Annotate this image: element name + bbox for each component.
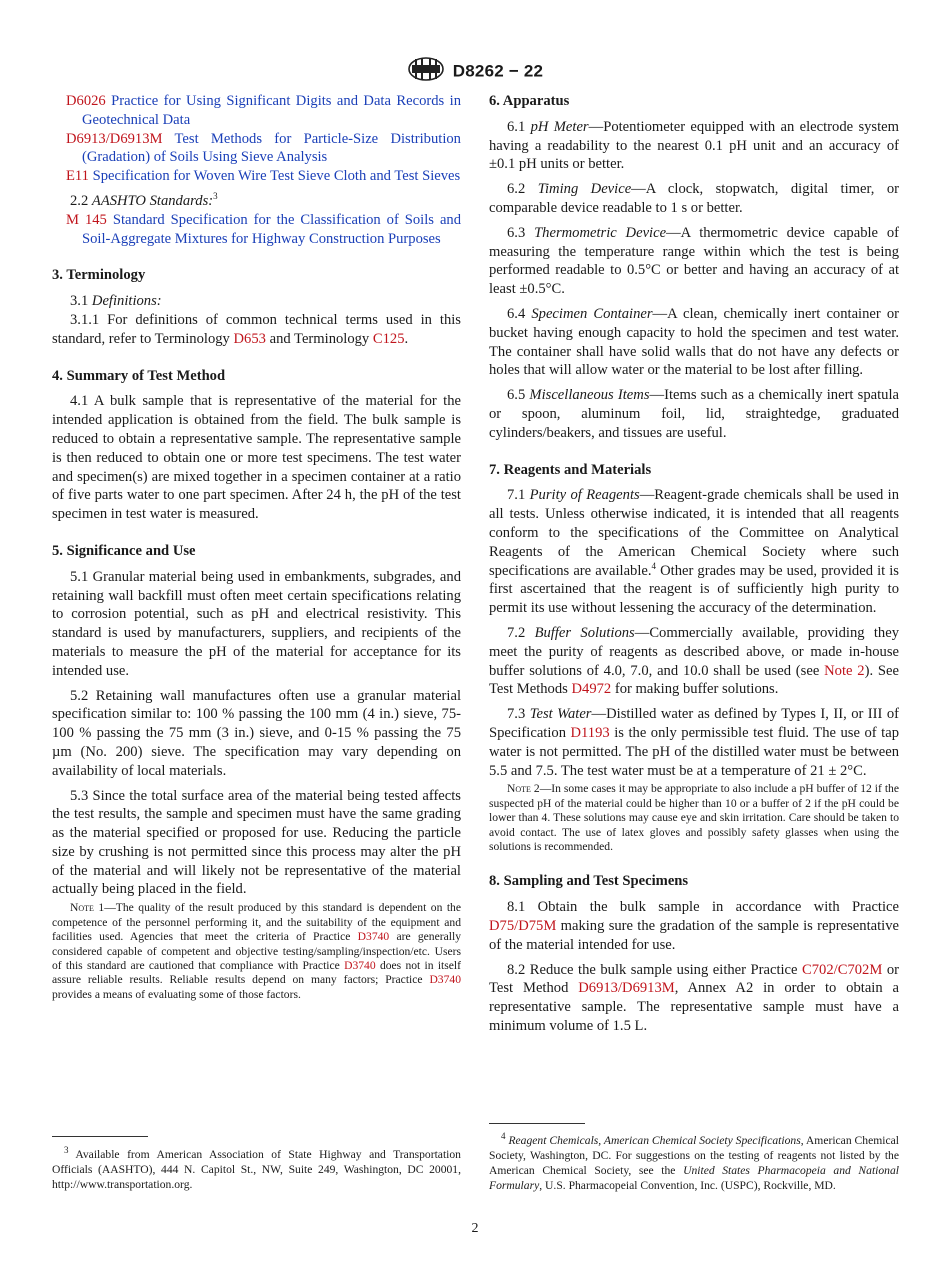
link-d1193[interactable]: D1193	[570, 724, 610, 741]
reference-d6026	[52, 92, 461, 130]
section-7-3: 7.3 Test Water—Distilled water as defined by Types I, II, or III of Specification D1193 is the only permissible test fluid. The use of tap water is not permitted. The pH of the distilled water must be between 5.5 and 7.5. The test water must be at a temperature of 21 ± 2°C.	[489, 706, 899, 779]
section-6-4: 6.4 Specimen Container—A clean, chemically inert container or bucket having enough capacity to hold the specimen and test water. The container shall have solid walls that do not have any defects or holes that will allow water or the material to be lost after filling.	[489, 305, 899, 379]
footnote-ref-3[interactable]: 3	[213, 191, 218, 202]
footnote-ref-4[interactable]: 4	[651, 560, 657, 571]
link-d3740[interactable]: D3740	[344, 958, 376, 972]
ref-title[interactable]: Specification for Woven Wire Test Sieve Cloth and Test Sieves	[92, 168, 461, 185]
section-5-1: 5.1 Granular material being used in embankments, subgrades, and retaining wall backfill must often meet certain specifications relating to corrosion potential, such as pH and electrical resistivity. This standard is used by manufacturers, suppliers, and recipients of the materials to measure the pH of the material for acceptance for its intended use.	[52, 568, 461, 679]
section-2-2: 2.2 AASHTO Standards:$^3$	[70, 191, 218, 209]
link-d6913[interactable]: D6913/D6913M	[578, 980, 675, 997]
ref-title[interactable]: Test Methods for Particle-Size Distribution (Gradation) of Soils Using Sieve Analysis	[82, 130, 461, 166]
section-5-3: 5.3 Since the total surface area of the material being tested affects the test results, the sample and specimen must have the same grading as the material specified or proposed for use. Reducing the particle size by crushing is not permitted since this process may alter the pH of the material and will likely not be representative of the material actually being placed in the field.	[52, 787, 461, 898]
section-6-2: 6.2 Timing Device—A clock, stopwatch, digital timer, or comparable device readable to 1 s or better.	[489, 181, 899, 216]
link-d3740[interactable]: D3740	[429, 973, 461, 987]
section-7-1: 7.1 Purity of Reagents—Reagent-grade chemicals shall be used in all tests. Unless otherwise indicated, it is intended that all reagents conform to the specifications of the Committee on Analytical Reagents of the American Chemical Society where such specifications are available.$^4$ Other grades may be used, provided it is first ascertained that the reagent is of sufficiently high purity to permit its use without lessening the accuracy of the determination.	[489, 487, 899, 617]
footnote-divider	[489, 1123, 585, 1124]
section-3-1: 3.1 Definitions:	[70, 293, 162, 310]
section-6-5: 6.5 Miscellaneous Items—Items such as a chemically inert spatula or spoon, aluminum foil, lid, straightedge, graduated cylinders/beakers, and tissues are useful.	[489, 387, 899, 441]
link-c125[interactable]: C125	[372, 330, 405, 347]
ref-code[interactable]: E11	[66, 168, 89, 185]
link-d653[interactable]: D653	[233, 330, 266, 347]
section-3-1-1: 3.1.1 For definitions of common technical terms used in this standard, refer to Terminology D653 and Terminology C125.	[52, 311, 461, 347]
link-d3740[interactable]: D3740	[357, 930, 390, 944]
ref-code[interactable]: D6026	[66, 93, 106, 109]
left-column	[52, 92, 461, 1008]
section-7-heading: 7. Reagents and Materials	[489, 461, 652, 478]
ref-code[interactable]: M 145	[66, 211, 107, 228]
astm-logo-icon	[407, 56, 445, 87]
ref-code[interactable]: D6913/D6913M	[66, 130, 163, 147]
ref-title[interactable]: Practice for Using Significant Digits and Data Records in Geotechnical Data	[82, 93, 461, 128]
reference-e11	[52, 167, 461, 186]
section-4-1: 4.1 A bulk sample that is representative of the material for the intended application is obtained from the field. The bulk sample is reduced to obtain a representative sample. The representative sample is then reduced to obtain one or more test specimens. The test water and specimen(s) are mixed together in a specimen container at a ratio of five parts water to one part specimen. After 24 h, the pH of the test specimen in test water is measured.	[52, 393, 461, 523]
note-1: Note 1—The quality of the result produced by this standard is dependent on the competence of the personnel performing it, and the suitability of the equipment and facilities used. Agencies that meet the criteria of Practice D3740 are generally considered capable of competent and objective testing/sampling/inspection/etc. Users of this standard are cautioned that compliance with Practice D3740 does not in itself assure reliable results. Reliable results depend on many factors; Practice D3740 provides a means of evaluating some of those factors.	[52, 901, 462, 1001]
page-header	[0, 56, 950, 87]
footnote-4: $^4$ Reagent Chemicals, American Chemical Society Specifications, American Chemical Society, Washington, DC. For suggestions on the testing of reagents not listed by the American Chemical Society, see the United States Pharmacopeia and National Formulary, U.S. Pharmacopeial Convention, Inc. (USPC), Rockville, MD.	[489, 1131, 899, 1192]
link-note-2[interactable]: Note 2	[824, 662, 865, 679]
section-8-2: 8.2 Reduce the bulk sample using either Practice C702/C702M or Test Method D6913/D6913M, Annex A2 in order to obtain a representative sample. The representative sample must have a minimum volume of 1.5 L.	[489, 961, 899, 1034]
section-8-heading: 8. Sampling and Test Specimens	[489, 873, 689, 890]
footnote-3: $^3$ Available from American Association of State Highway and Transportation Officials (AASHTO), 444 N. Capitol St., NW, Suite 249, Washington, DC 20001, http://www.transportation.org.	[52, 1145, 461, 1191]
section-7-2: 7.2 Buffer Solutions—Commercially available, providing they meet the purity of reagents as described above, or made in-house buffer solutions of 4.0, 7.0, and 10.0 shall be used (see Note 2). See Test Methods D4972 for making buffer solutions.	[489, 624, 899, 698]
link-d4972[interactable]: D4972	[571, 681, 612, 698]
section-4-heading: 4. Summary of Test Method	[52, 367, 226, 384]
section-8-1: 8.1 Obtain the bulk sample in accordance with Practice D75/D75M making sure the gradation of the sample is representative of the material intended for use.	[489, 899, 899, 953]
document-designation: D8262 − 22	[452, 61, 544, 81]
section-6-1: 6.1 pH Meter—Potentiometer equipped with an electrode system having a readability to the nearest 0.1 pH unit and an accuracy of ±0.1 pH units or better.	[489, 118, 899, 173]
reference-d6913	[52, 130, 461, 168]
note-2: Note 2—In some cases it may be appropriate to also include a pH buffer of 12 if the suspected pH of the material could be higher than 10 or a buffer of 2 if the pH could be lower than 4. These solutions may cause eye and skin irritation. Care should be taken to avoid contact. The use of latex gloves and possibly safety glasses when using the solutions is recommended.	[489, 782, 899, 853]
section-3-heading: 3. Terminology	[52, 267, 146, 284]
section-6-heading: 6. Apparatus	[489, 93, 570, 109]
page-number: 2	[471, 1221, 479, 1236]
section-5-heading: 5. Significance and Use	[52, 542, 196, 559]
footnote-divider	[52, 1136, 148, 1137]
section-5-2: 5.2 Retaining wall manufactures often use a granular material specification similar to: 100 % passing the 100 mm (4 in.) sieve, 75-100 % passing the 75 mm (3 in.) sieve, and 0-15 % passing the 75 µm (No. 200) sieve. The specification may vary depending on availability of local materials.	[52, 687, 461, 779]
reference-m145	[52, 211, 461, 249]
section-6-3: 6.3 Thermometric Device—A thermometric device capable of measuring the temperature range within which the test is being performed readable to 0.5°C or better and having an accuracy of at least ±0.5°C.	[489, 224, 899, 298]
ref-title[interactable]: Standard Specification for the Classification of Soils and Soil-Aggregate Mixtures for Highway Construction Purposes	[82, 211, 462, 247]
link-c702[interactable]: C702/C702M	[802, 961, 883, 978]
right-column	[489, 92, 899, 1042]
link-d75[interactable]: D75/D75M	[489, 917, 557, 934]
